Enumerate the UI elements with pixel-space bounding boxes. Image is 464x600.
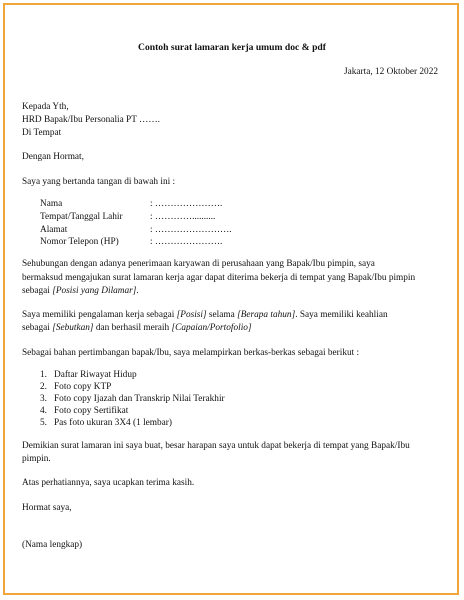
list-number: 1. bbox=[40, 370, 47, 380]
field-value-phone: : …………………. bbox=[150, 237, 223, 247]
closing-text: Atas perhatiannya, saya ucapkan terima kasih. bbox=[22, 478, 195, 488]
list-item: Foto copy Sertifikat bbox=[54, 406, 129, 416]
paragraph-line: bermaksud mengajukan surat lamaran kerja agar dapat diterima bekerja di tempat yang Bapak/Ibu pimpin bbox=[22, 273, 416, 283]
paragraph-line: Saya memiliki pengalaman kerja sebagai [Posisi] selama [Berapa tahun]. Saya memiliki keahlian bbox=[22, 310, 388, 320]
paragraph-line: sebagai [Posisi yang Dilamar]. bbox=[22, 286, 139, 296]
paragraph-line: Demikian surat lamaran ini saya buat, besar harapan saya untuk dapat bekerja di tempat yang Bapak/Ibu bbox=[22, 441, 410, 451]
field-label-phone: Nomor Telepon (HP) bbox=[40, 237, 119, 247]
list-number: 4. bbox=[40, 406, 47, 416]
signer-name: (Nama lengkap) bbox=[22, 540, 83, 550]
field-value-name: : …………………. bbox=[150, 199, 223, 209]
recipient-line: HRD Bapak/Ibu Personalia PT ……. bbox=[22, 115, 160, 125]
recipient-line: Di Tempat bbox=[22, 128, 62, 138]
attachments-intro: Sebagai bahan pertimbangan bapak/Ibu, saya melampirkan berkas-berkas sebagai berikut : bbox=[22, 348, 360, 358]
intro-text: Saya yang bertanda tangan di bawah ini : bbox=[22, 177, 176, 187]
letter-date: Jakarta, 12 Oktober 2022 bbox=[344, 67, 438, 77]
list-number: 5. bbox=[40, 418, 47, 428]
list-item: Pas foto ukuran 3X4 (1 lembar) bbox=[54, 418, 172, 428]
document-title: Contoh surat lamaran kerja umum doc & pdf bbox=[138, 42, 326, 53]
field-value-birth: : ………….......... bbox=[150, 212, 216, 222]
field-value-address: : ……………………. bbox=[150, 225, 232, 235]
paragraph-line: Sehubungan dengan adanya penerimaan karyawan di perusahaan yang Bapak/Ibu pimpin, saya bbox=[22, 259, 375, 269]
field-label-name: Nama bbox=[40, 199, 63, 209]
list-item: Foto copy KTP bbox=[54, 382, 112, 392]
paragraph-line: sebagai [Sebutkan] dan berhasil meraih [Capaian/Portofolio] bbox=[22, 323, 252, 333]
recipient-line: Kepada Yth, bbox=[22, 102, 69, 112]
greeting: Dengan Hormat, bbox=[22, 152, 84, 162]
field-label-birth: Tempat/Tanggal Lahir bbox=[40, 212, 123, 222]
signoff: Hormat saya, bbox=[22, 503, 72, 513]
paragraph-line: pimpin. bbox=[22, 454, 51, 464]
list-number: 2. bbox=[40, 382, 47, 392]
field-label-address: Alamat bbox=[40, 225, 68, 235]
list-item: Daftar Riwayat Hidup bbox=[54, 370, 137, 380]
list-item: Foto copy Ijazah dan Transkrip Nilai Terakhir bbox=[54, 394, 225, 404]
list-number: 3. bbox=[40, 394, 47, 404]
